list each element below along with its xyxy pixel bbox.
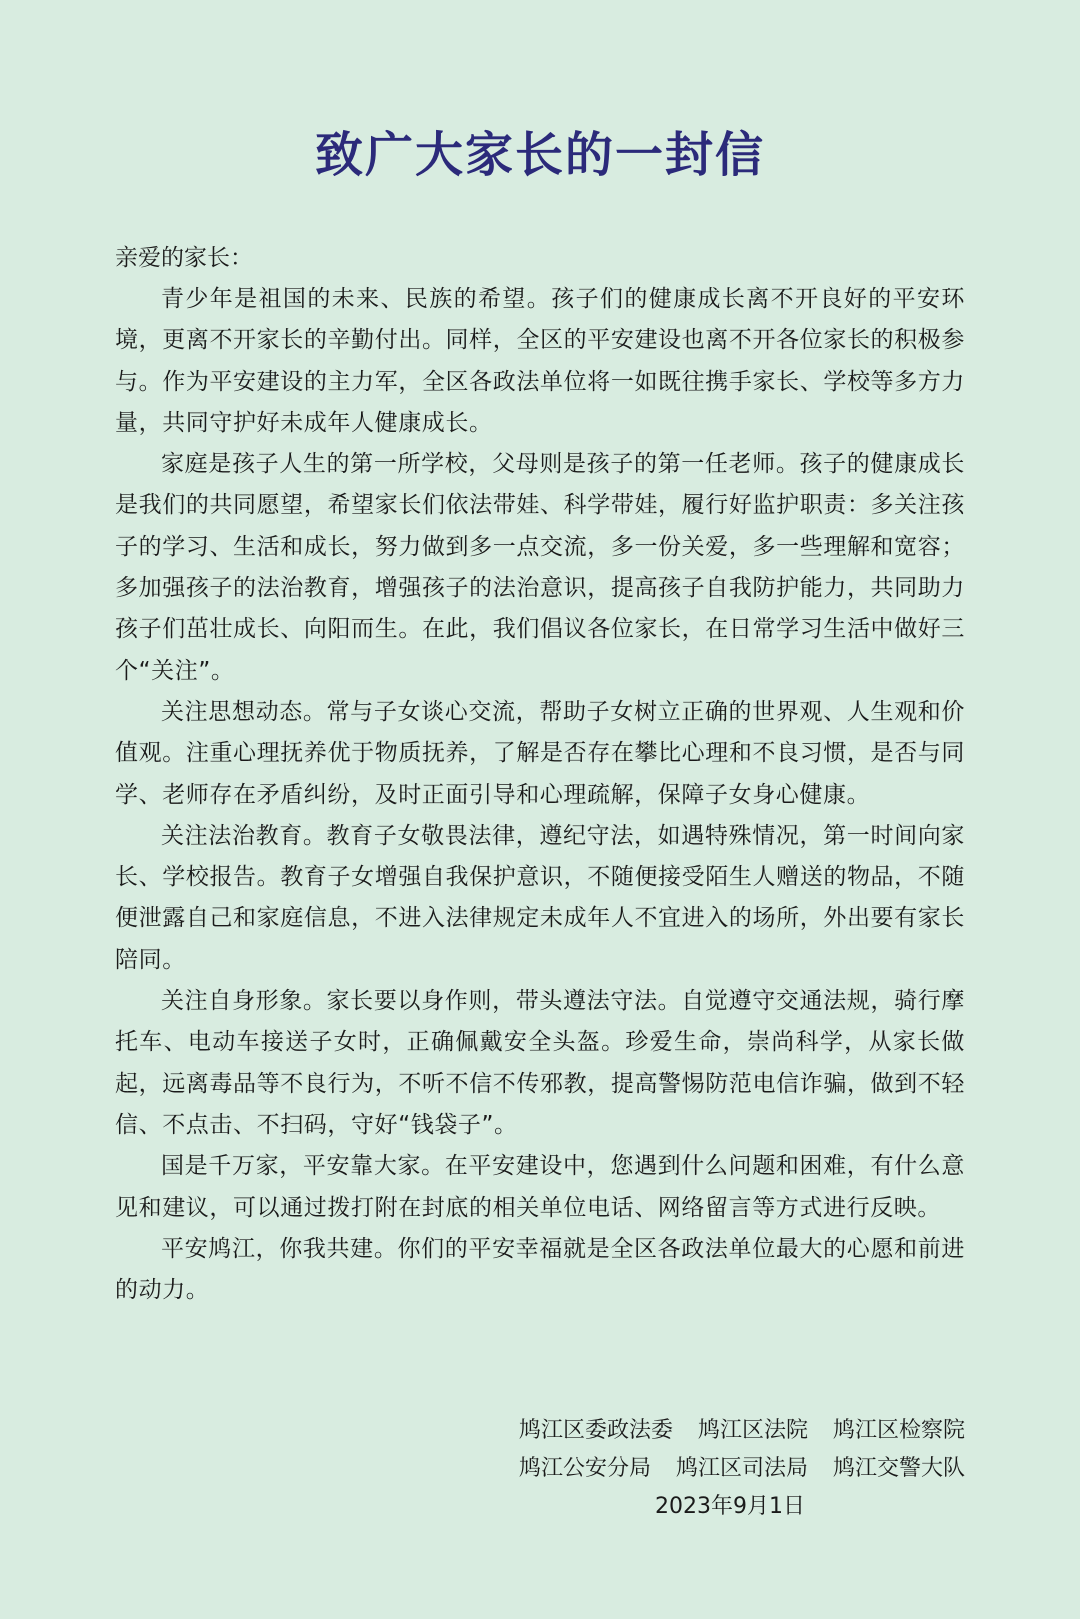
- paragraph-family: 家庭是孩子人生的第一所学校，父母则是孩子的第一任老师。孩子的健康成长是我们的共同愿望，希望家长们依法带娃、科学带娃，履行好监护职责：多关注孩子的学习、生活和成长，努力做到多一点交流，多一份关爱，多一些理解和宽容；多加强孩子的法治教育，增强孩子的法治意识，提高孩子自我防护能力，共同助力孩子们茁壮成长、向阳而生。在此，我们倡议各位家长，在日常学习生活中做好三个“关注”。: [115, 451, 965, 684]
- signature-line-2: [501, 1450, 965, 1488]
- paragraph-closing: 平安鸠江，你我共建。你们的平安幸福就是全区各政法单位最大的心愿和前进的动力。: [115, 1235, 965, 1304]
- signature-date: 2023年9月1日: [655, 1494, 805, 1519]
- paragraph-thought: 关注思想动态。常与子女谈心交流，帮助子女树立正确的世界观、人生观和价值观。注重心理抚养优于物质抚养，了解是否存在攀比心理和不良习惯，是否与同学、老师存在矛盾纠纷，及时正面引导和心理疏解，保障子女身心健康。: [115, 698, 965, 808]
- signatory: 鸠江区司法局: [675, 1456, 808, 1481]
- signatory: 鸠江区委政法委: [518, 1418, 673, 1443]
- paragraph-law: 关注法治教育。教育子女敬畏法律，遵纪守法，如遇特殊情况，第一时间向家长、学校报告。教育子女增强自我保护意识，不随便接受陌生人赠送的物品，不随便泄露自己和家庭信息，不进入法律规定未成年人不宜进入的场所，外出要有家长陪同。: [115, 822, 965, 973]
- paragraph-image: 关注自身形象。家长要以身作则，带头遵法守法。自觉遵守交通法规，骑行摩托车、电动车接送子女时，正确佩戴安全头盔。珍爱生命，崇尚科学，从家长做起，远离毒品等不良行为，不听不信不传邪教，提高警惕防范电信诈骗，做到不轻信、不点击、不扫码，守好“钱袋子”。: [115, 988, 965, 1138]
- paragraph-feedback: 国是千万家，平安靠大家。在平安建设中，您遇到什么问题和困难，有什么意见和建议，可以通过拨打附在封底的相关单位电话、网络留言等方式进行反映。: [115, 1153, 965, 1221]
- signatory: 鸠江区检察院: [832, 1418, 965, 1443]
- salutation: 亲爱的家长：: [115, 245, 253, 271]
- signature-block: [501, 1412, 965, 1526]
- paragraph-intro: 青少年是祖国的未来、民族的希望。孩子们的健康成长离不开良好的平安环境，更离不开家长的辛勤付出。同样，全区的平安建设也离不开各位家长的积极参与。作为平安建设的主力军，全区各政法单位将一如既往携手家长、学校等多方力量，共同守护好未成年人健康成长。: [115, 286, 965, 436]
- signatory: 鸠江交警大队: [832, 1456, 965, 1481]
- signature-line-1: [501, 1412, 965, 1450]
- signatory: 鸠江区法院: [697, 1418, 808, 1443]
- page-title: 致广大家长的一封信: [314, 127, 765, 183]
- signatory: 鸠江公安分局: [518, 1456, 651, 1481]
